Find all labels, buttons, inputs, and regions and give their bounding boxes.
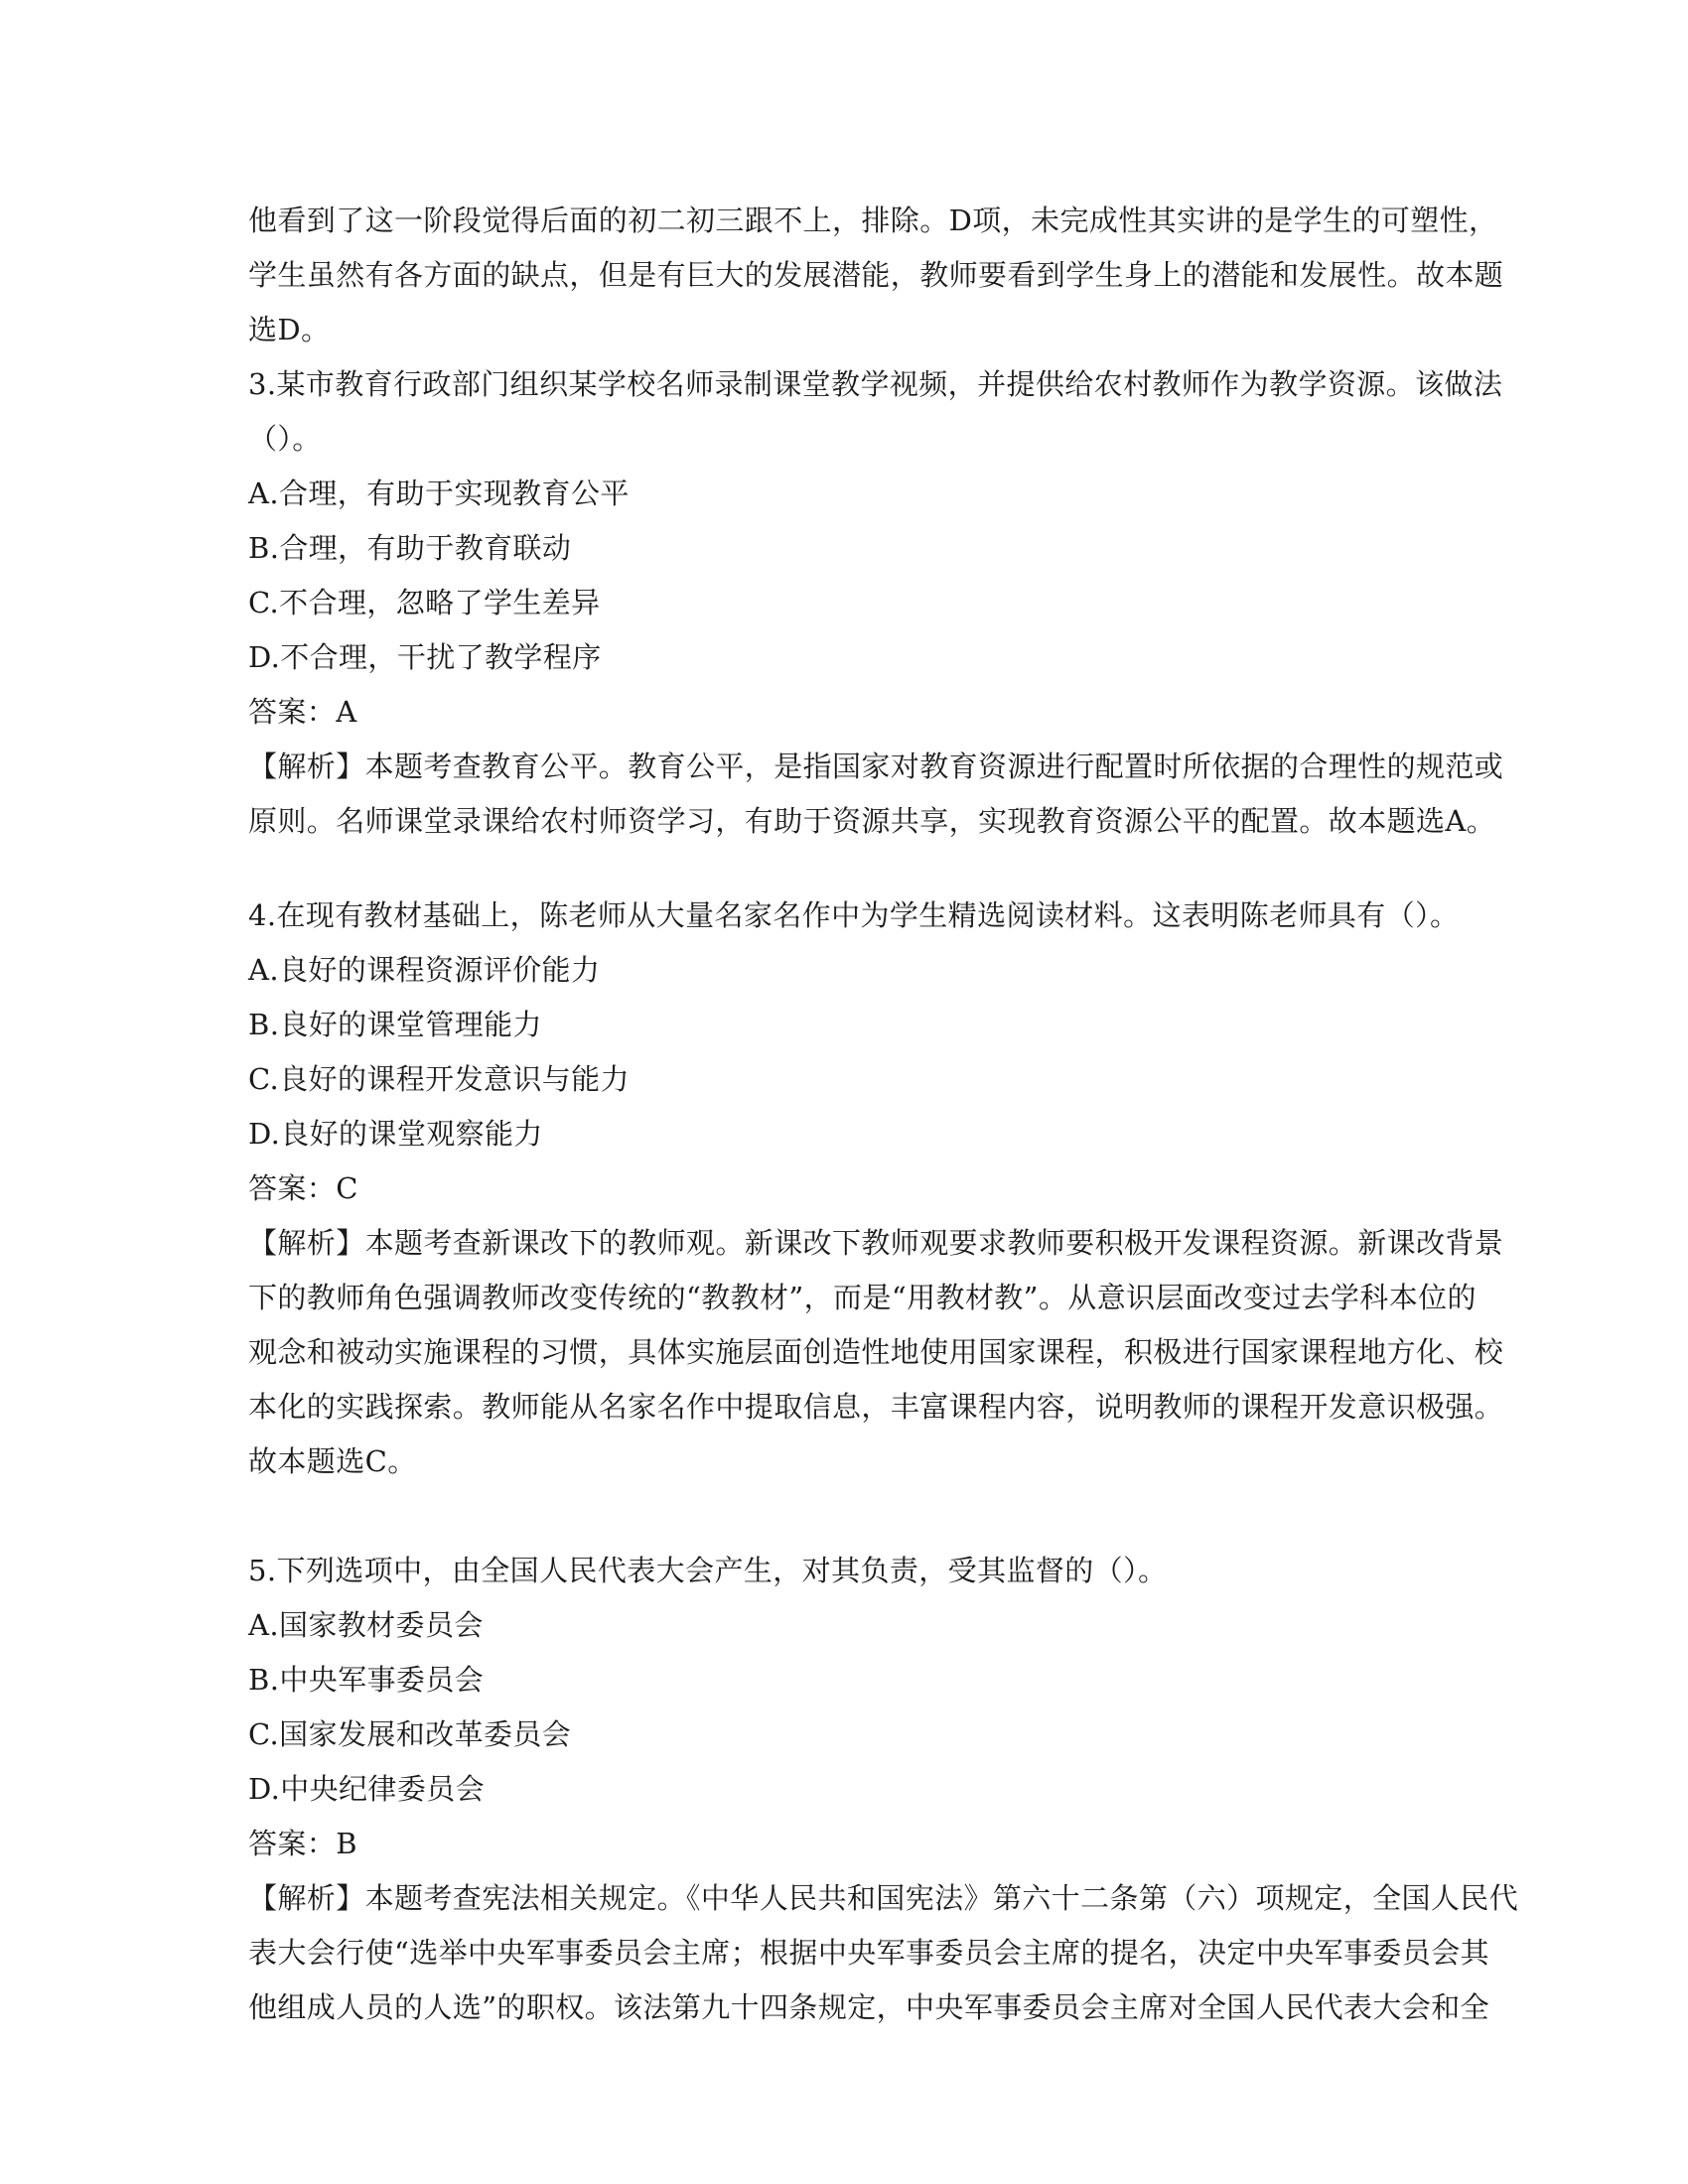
option-a: A.良好的课程资源评价能力: [248, 953, 601, 987]
analysis-line: 原则。名师课堂录课给农村师资学习，有助于资源共享，实现教育资源公平的配置。故本题选A。: [248, 804, 1496, 838]
question-5: [248, 1544, 1519, 2035]
analysis-line: 观念和被动实施课程的习惯，具体实施层面创造性地使用国家课程，积极进行国家课程地方化、校: [248, 1335, 1504, 1369]
option-a: A.国家教材委员会: [248, 1608, 484, 1642]
question-4: [248, 888, 1504, 1489]
question-stem: 3.某市教育行政部门组织某学校名师录制课堂教学视频，并提供给农村教师作为教学资源。该做法: [248, 367, 1503, 401]
option-b: B.合理，有助于教育联动: [248, 531, 572, 565]
analysis-line: 【解析】本题考查宪法相关规定。《中华人民共和国宪法》第六十二条第（六）项规定，全国人民代: [248, 1881, 1519, 1915]
option-b: B.中央军事委员会: [248, 1663, 485, 1697]
analysis-line: 【解析】本题考查教育公平。教育公平，是指国家对教育资源进行配置时所依据的合理性的规范或: [248, 750, 1504, 783]
option-d: D.不合理，干扰了教学程序: [248, 640, 602, 674]
question-stem: 5.下列选项中，由全国人民代表大会产生，对其负责，受其监督的（）。: [248, 1554, 1168, 1587]
analysis-line: 表大会行使“选举中央军事委员会主席；根据中央军事委员会主席的提名，决定中央军事委员会其: [248, 1936, 1490, 1970]
text-line: 学生虽然有各方面的缺点，但是有巨大的发展潜能，教师要看到学生身上的潜能和发展性。故本题: [248, 258, 1504, 292]
answer: 答案：A: [248, 695, 357, 729]
answer: 答案：C: [248, 1171, 358, 1205]
option-d: D.中央纪律委员会: [248, 1772, 486, 1806]
analysis-line: 他组成人员的人选”的职权。该法第九十四条规定，中央军事委员会主席对全国人民代表大会和全: [248, 1990, 1490, 2024]
option-c: C.不合理，忽略了学生差异: [248, 586, 601, 619]
document-page: [248, 194, 1519, 2035]
analysis-line: 故本题选C。: [248, 1444, 417, 1478]
analysis-line: 下的教师角色强调教师改变传统的“教教材”，而是“用教材教”。从意识层面改变过去学科本位的: [248, 1281, 1477, 1314]
option-a: A.合理，有助于实现教育公平: [248, 477, 630, 510]
option-c: C.国家发展和改革委员会: [248, 1717, 572, 1751]
text-line: 他看到了这一阶段觉得后面的初二初三跟不上，排除。D项，未完成性其实讲的是学生的可塑性，: [248, 204, 1498, 237]
question-stem: （）。: [248, 422, 322, 456]
analysis-line: 【解析】本题考查新课改下的教师观。新课改下教师观要求教师要积极开发课程资源。新课改背景: [248, 1226, 1504, 1260]
option-b: B.良好的课堂管理能力: [248, 1008, 542, 1041]
answer: 答案：B: [248, 1827, 357, 1860]
option-d: D.良好的课堂观察能力: [248, 1117, 543, 1151]
option-c: C.良好的课程开发意识与能力: [248, 1062, 630, 1096]
intro-paragraph: [248, 194, 1504, 357]
question-3: [248, 357, 1504, 849]
text-line: 选D。: [248, 313, 331, 346]
question-stem: 4.在现有教材基础上，陈老师从大量名家名作中为学生精选阅读材料。这表明陈老师具有（）。: [248, 898, 1460, 932]
analysis-line: 本化的实践探索。教师能从名家名作中提取信息，丰富课程内容，说明教师的课程开发意识极强。: [248, 1390, 1504, 1424]
